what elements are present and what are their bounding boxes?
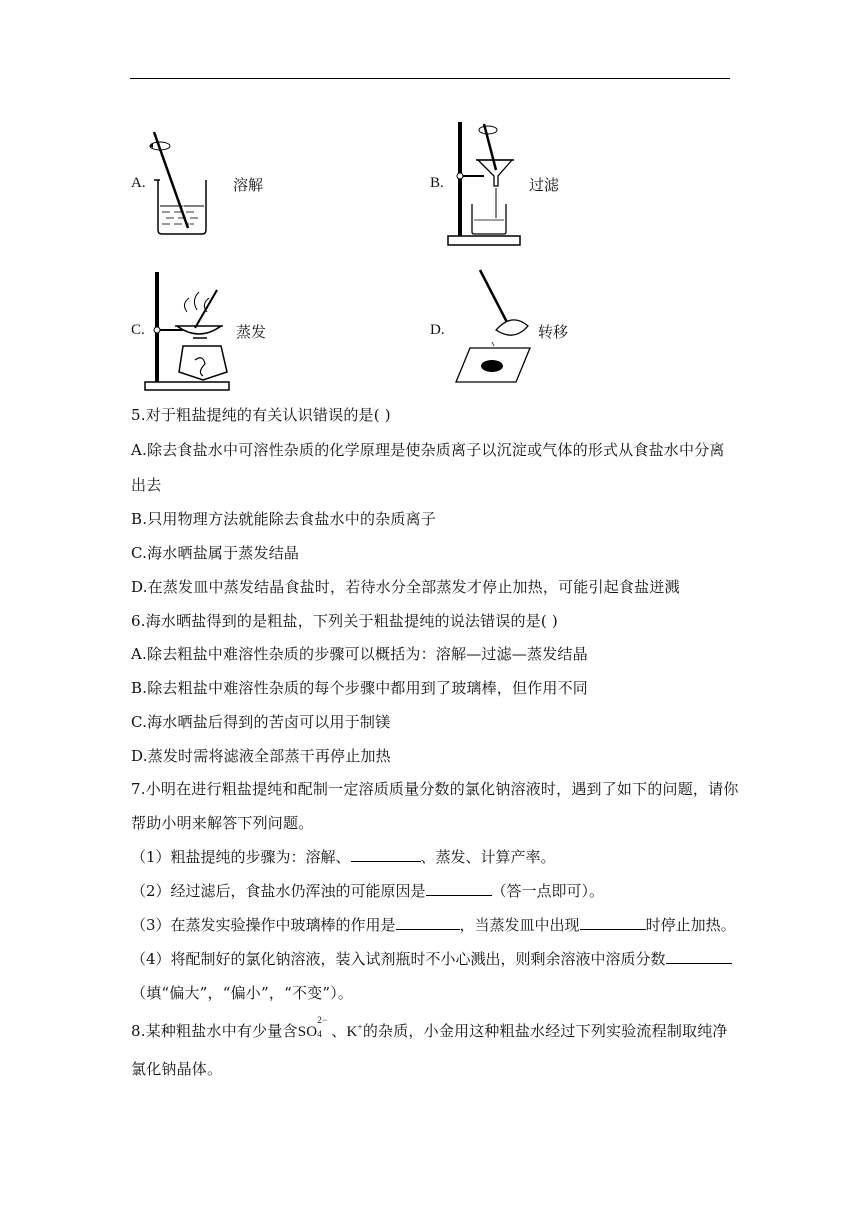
q5-option-c: C.海水晒盐属于蒸发结晶 [131,544,300,562]
q7-part1: （1）粗盐提纯的步骤为：溶解、 、蒸发、计算产率。 [131,848,556,866]
option-d-letter: D. [430,322,445,338]
q5-option-a-line2: 出去 [131,476,162,494]
q6-option-b: B.除去粗盐中难溶性杂质的每个步骤中都用到了玻璃棒，但作用不同 [131,679,588,697]
q6-option-a: A.除去粗盐中难溶性杂质的步骤可以概括为：溶解—过滤—蒸发结晶 [131,645,588,663]
option-a-letter: A. [131,175,146,191]
potassium-formula: K+ [346,1022,363,1040]
option-c-label: 蒸发 [236,323,267,341]
q7-part2-blank[interactable] [426,880,492,896]
q7-part3-blank-a[interactable] [396,914,460,930]
header-rule [130,78,730,79]
filter-figure [446,118,526,248]
q7-part4-hint: （填“偏大”，“偏小”，“不变”）。 [131,984,354,1002]
q8-stem-line2: 氯化钠晶体。 [131,1060,223,1078]
q6-option-d: D.蒸发时需将滤液全部蒸干再停止加热 [131,747,391,765]
q7-stem-line2: 帮助小明来解答下列问题。 [131,814,314,832]
q5-option-a-line1: A.除去食盐水中可溶性杂质的化学原理是使杂质离子以沉淀或气体的形式从食盐水中分离 [131,441,725,459]
q7-part4: （4）将配制好的氯化钠溶液，装入试剂瓶时不小心溅出，则剩余溶液中溶质分数 [131,948,732,969]
q7-stem-line1: 7.小明在进行粗盐提纯和配制一定溶质质量分数的氯化钠溶液时，遇到了如下的问题，请你 [131,780,739,798]
q7-part2: （2）经过滤后，食盐水仍浑浊的可能原因是 （答一点即可）。 [131,882,605,900]
option-d-label: 转移 [538,323,569,341]
q7-part3-blank-b[interactable] [580,914,646,930]
option-a-label: 溶解 [233,176,264,194]
q8-stem-line1: 8.某种粗盐水中有少量含SO 2− 4 、K+的杂质，小金用这种粗盐水经过下列实验流程制取纯净 [131,1015,728,1040]
q5-option-d: D.在蒸发皿中蒸发结晶食盐时，若待水分全部蒸发才停止加热，可能引起食盐迸溅 [131,578,680,596]
q6-option-c: C.海水晒盐后得到的苦卤可以用于制镁 [131,713,391,731]
dissolve-figure [148,128,218,238]
q5-option-b: B.只用物理方法就能除去食盐水中的杂质离子 [131,510,436,528]
q6-stem: 6.海水晒盐得到的是粗盐，下列关于粗盐提纯的说法错误的是( ) [131,612,558,630]
sulfate-formula: SO 2− 4 [297,1015,328,1040]
evaporate-figure [143,268,233,392]
option-b-label: 过滤 [529,176,560,194]
q7-part1-blank[interactable] [351,846,421,862]
option-c-letter: C. [131,322,145,338]
q7-part4-blank[interactable] [666,948,732,964]
q5-stem: 5.对于粗盐提纯的有关认识错误的是( ) [131,406,391,424]
q7-part3: （3）在蒸发实验操作中玻璃棒的作用是 ，当蒸发皿中出现 时停止加热。 [131,916,736,934]
transfer-figure [452,266,532,390]
option-b-letter: B. [430,175,444,191]
